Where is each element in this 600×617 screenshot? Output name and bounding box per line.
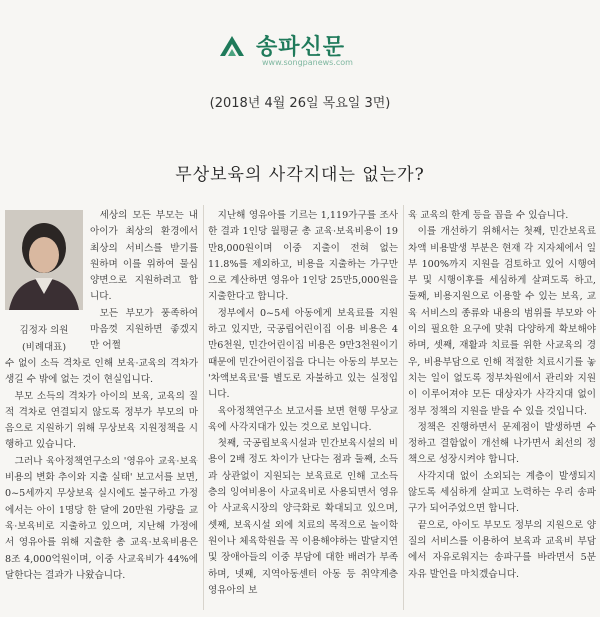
- paragraph: 정부에서 0~5세 아동에게 보육료를 지원하고 있지만, 국공립어린이집 이용 비용은 4만6천원, 민간어린이집 비용은 9만3천원이기 때문에 민간어린이집을 다니는 아동의 부모는 '차액보육료'를 별도로 자불하고 있는 실정입니다.: [208, 307, 398, 401]
- paragraph: 육아정책연구소 보고서를 보면 현행 무상교육에 사각지대가 있는 것으로 보입니다.: [208, 405, 398, 433]
- paragraph: 첫째, 국공립보육시설과 민간보육시설의 비용이 2배 정도 차이가 난다는 점과 둘째, 소득과 상관없이 지원되는 보육료로 인해 고소득층의 잉여비용이 사교육비로 사용되면서 영유아 사교육시장의 양극화로 확대되고 있으며, 셋째, 보육시설 외에 치료의 목적으로 놀이학원이나 체육학원을 꼭 이용해야하는 발달지연 및 장애아들의 이중 부담에 대한 배려가 부족하며, 넷째, 지역아동센터 아동 등 취약계층 영유아의 보: [208, 438, 398, 596]
- paragraph: 모든 부모가 풍족하여 마음껏 지원하면 좋겠지만 어쩔: [90, 307, 198, 352]
- newspaper-url: www.songpanews.com: [262, 58, 353, 67]
- paragraph: 그러나 육아정책연구소의 '영유아 교육·보육비용의 변화 추이와 지출 실태' 보고서를 보면, 0~5세까지 무상보육 실시에도 불구하고 가정에서는 아이 1명당 한 달에 20만원 가량을 교육·보육비로 지출하고 있으며, 지난해 가정에서 영유아를 위해 지출한 총 교육·보육비용은 8조 4,000억원이며, 이중 사교육비가 44%에 달한다는 결과가 나왔습니다.: [5, 455, 198, 581]
- author-party: (비례대표): [21, 342, 67, 353]
- paragraph: 육 교육의 한계 등을 꼽을 수 있습니다.: [408, 210, 569, 221]
- column-3: [408, 208, 596, 583]
- newspaper-name: 송파신문: [256, 35, 346, 60]
- paragraph: 지난해 영유아를 기르는 1,119가구를 조사한 결과 1인당 월평균 총 교육·보육비용이 19만8,000원이며 이중 지출이 전혀 없는 11.8%를 제외하고, 비용을 지출하는 가구만으로 계산하면 영유아 1인당 25만5,000원을 지출한다고 합니다.: [208, 210, 398, 303]
- paragraph: 끝으로, 아이도 부모도 정부의 지원으로 양질의 서비스를 이용하여 보육과 교육비 부담에서 자유로워지는 송파구를 바라면서 5분 자유 발언을 마치겠습니다.: [408, 519, 596, 580]
- column-1-top: [90, 208, 198, 355]
- paragraph: 수 없이 소득 격차로 인해 보육·교육의 격차가 생길 수 밖에 없는 것이 현실입니다.: [5, 358, 198, 386]
- songpa-logo-icon: [218, 32, 246, 60]
- paragraph: 정책은 진행하면서 문제점이 발생하면 수정하고 결함없이 개선해 나가면서 최선의 정책으로 성장시켜야 합니다.: [408, 421, 596, 466]
- column-divider: [203, 205, 204, 610]
- masthead: [0, 28, 600, 68]
- author-name: 김정자 의원: [19, 325, 69, 336]
- paragraph: 사각지대 없이 소외되는 계층이 발생되지 않도록 세심하게 살피고 노력하는 우리 송파구가 되어주었으면 합니다.: [408, 470, 596, 515]
- column-1-bottom: [5, 356, 198, 584]
- paragraph: 이를 개선하기 위해서는 첫째, 민간보육료 차액 비용발생 부분은 현재 각 지자체에서 일부 100%까지 지원을 검토하고 있어 시행여부 및 시행이후를 세심하게 살펴도록 하고, 둘째, 비용지원으로 이용할 수 있는 보육, 교육 서비스의 종류와 내용의 범위를 부모와 아이의 필요한 요구에 맞춰 다양하게 확보해야 하며, 셋째, 재활과 치료를 위한 사교육의 경우, 비용부담으로 인해 적절한 치료시기를 놓치는 일이 없도록 정부차원에서 관리와 지원이 이루어져야 모든 대상자가 사각지대 없이 정부 정책의 지원을 받을 수 있을 것입니다.: [408, 226, 596, 417]
- article-headline: 무상보육의 사각지대는 없는가?: [175, 165, 425, 185]
- column-divider: [403, 205, 404, 610]
- paragraph: 세상의 모든 부모는 내 아이가 최상의 환경에서 최상의 서비스를 받기를 원하며 이를 위하여 물심양면으로 지원하려고 합니다.: [90, 210, 198, 303]
- author-photo: [5, 210, 83, 310]
- author-caption: [5, 322, 83, 356]
- dateline: (2018년 4월 26일 목요일 3면): [209, 96, 391, 111]
- column-2: [208, 208, 398, 599]
- paragraph: 부모 소득의 격차가 아이의 보육, 교육의 질적 격차로 연결되지 않도록 정부가 부모의 마음으로 지원하기 위해 무상보육 지원정책을 시행하고 있습니다.: [5, 390, 198, 451]
